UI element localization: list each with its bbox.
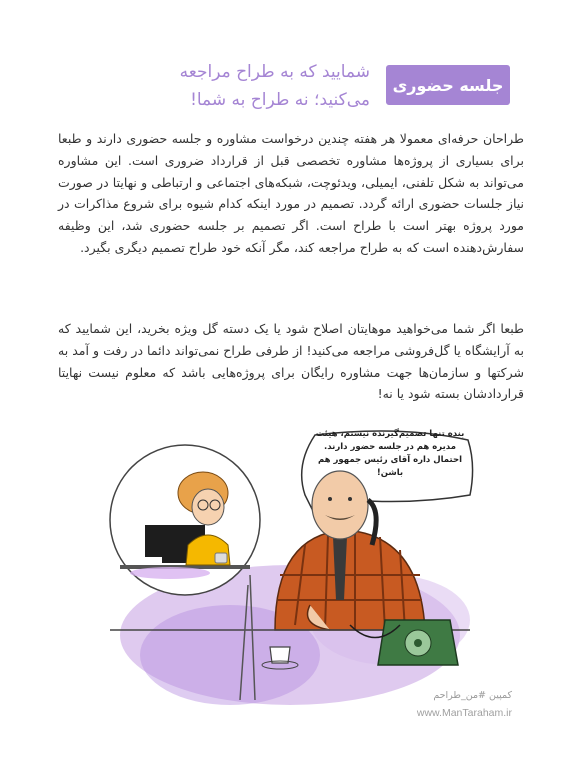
website-url: www.ManTaraham.ir xyxy=(416,707,512,719)
section-badge-label: جلسه حضوری xyxy=(392,75,504,95)
speech-bubble-text: بنده تنها تصمیم‌گیرنده نیستم، هیئت مدیره هم در جلسه حضور دارند. احتمال داره آقای رئیس جمهور هم باشن! xyxy=(315,429,465,478)
campaign-hashtag: کمپین #من_طراحم xyxy=(433,690,512,701)
designer-thought-bubble xyxy=(110,445,260,595)
page-title: شمایید که به طراح مراجعه می‌کنید؛ نه طراح به شما! xyxy=(179,62,370,110)
section-badge xyxy=(386,65,510,105)
body-paragraph-2: طبعا اگر شما می‌خواهید موهایتان اصلاح شود یا یک دسته گل ویژه بخرید، این شمایید که به آرایشگاه یا گل‌فروشی مراجعه می‌کنید! از طرفی طراح نمی‌تواند دائما در رفت و آمد به شرکتها و سازمان‌ها جهت مشاوره رایگان برای پروژه‌هایی باشد که معلوم نیست نهایتا قراردادشان بسته شود یا نه! xyxy=(58,321,524,402)
body-paragraph-1: طراحان حرفه‌ای معمولا هر هفته چندین درخواست مشاوره و جلسه حضوری دارند و طبعا برای بسیاری از پروژه‌ها مشاوره تخصصی قبل از قرارداد ضروری است. این مشاوره می‌تواند به شکل تلفنی، ایمیلی، ویدئوچت، شبکه‌های اجتماعی و ارتباطی و نهایتا در صورت نیاز جلسات حضوری ارائه گردد. تصمیم در مورد اینکه کدام شیوه برای شروع مذاکرات در مورد پروژه بهتر است با طراح است. اگر تصمیم بر جلسه حضوری شد، این وظیفه سفارش‌دهنده است که به طراح مراجعه کند، مگر آنکه خود طراح تصمیم دیگری بگیرد. xyxy=(58,131,524,255)
